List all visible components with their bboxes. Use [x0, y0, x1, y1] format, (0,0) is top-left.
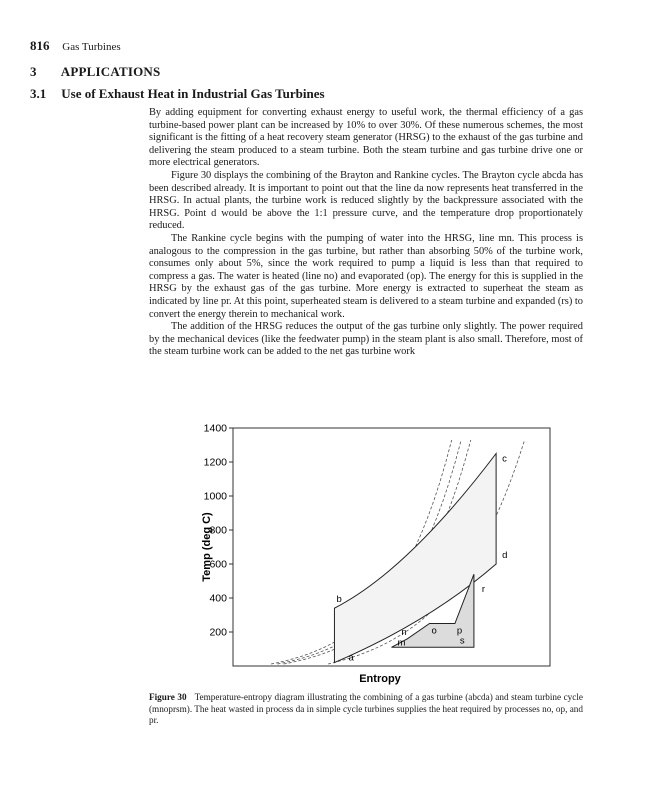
ts-diagram — [195, 418, 565, 693]
subsection-title: Use of Exhaust Heat in Industrial Gas Turbines — [61, 86, 325, 101]
paragraph: Figure 30 displays the combining of the Brayton and Rankine cycles. The Brayton cycle abcda has been described already. It is important to point out that the line da now represents heat transferred in the HRSG. In actual plants, the turbine work is reduced slightly by the backpressure associated with the HRSG. Point d would be above the 1:1 pressure curve, and the temperature drop proportionately reduced. — [149, 169, 583, 232]
point-label-n: n — [401, 626, 407, 638]
ts-diagram-svg — [195, 418, 565, 688]
subsection-number: 3.1 — [30, 86, 47, 101]
paragraph: By adding equipment for converting exhaust energy to useful work, the thermal efficiency of a gas turbine-based power plant can be increased by 10% to over 30%. Of these numerous schemes, the most significant is the fitting of a heat recovery steam generator (HRSG) to the exhaust of the gas turbine and delivering the steam produced to a steam turbine. Both the steam turbine and gas turbine drive one or more electrical generators. — [149, 107, 583, 169]
point-label-a: a — [348, 652, 354, 664]
cycle-areas — [334, 454, 496, 663]
y-tick-label: 800 — [209, 524, 227, 537]
point-label-r: r — [481, 584, 486, 596]
point-label-c: c — [502, 453, 507, 465]
running-head — [30, 38, 121, 54]
section-number: 3 — [30, 64, 37, 79]
caption-text: Temperature-entropy diagram illustrating the combining of a gas turbine (abcda) and steam turbine cycle (mnoprsm). The heat wasted in process da in simple cycle turbines supplies the heat required by processes no, op, and pr. — [149, 692, 583, 726]
paragraph: The addition of the HRSG reduces the output of the gas turbine only slightly. The power required by the mechanical devices (like the feedwater pump) in the steam plant is also small. Therefore, most of the steam turbine work can be added to the net gas turbine work — [149, 321, 583, 358]
page-number: 816 — [30, 38, 50, 53]
y-tick-label: 200 — [209, 626, 227, 639]
point-label-p: p — [456, 625, 463, 637]
figure-label: Figure 30 — [149, 692, 187, 702]
subsection-heading — [30, 86, 325, 102]
point-label-b: b — [336, 594, 342, 606]
y-tick-label: 400 — [209, 592, 227, 605]
point-label-m: m — [397, 637, 406, 649]
y-axis-label: Temp (deg C) — [201, 512, 213, 582]
paragraph: The Rankine cycle begins with the pumping of water into the HRSG, line mn. This process is analogous to the compression in the gas turbine, but rather than absorbing 50% of the turbine work, consumes only about 5%, since the work required to pump a liquid is less than that required to compress a gas. The water is heated (line no) and evaporated (op). The energy for this is supplied in the HRSG by the exhaust gas of the gas turbine. More energy is extracted to superheat the steam as indicated by line pr. At this point, superheated steam is delivered to a steam turbine and expanded (rs) to convert the energy therein to mechanical work. — [149, 232, 583, 320]
point-label-d: d — [502, 550, 508, 561]
section-title: APPLICATIONS — [60, 64, 161, 79]
y-tick-label: 1200 — [203, 456, 227, 469]
body-text — [149, 107, 583, 359]
figure-caption — [149, 692, 583, 727]
y-tick-label: 600 — [209, 558, 227, 571]
running-title: Gas Turbines — [62, 41, 121, 53]
point-label-s: s — [459, 635, 465, 647]
point-label-o: o — [431, 625, 437, 637]
y-tick-label: 1000 — [203, 490, 227, 503]
x-axis-label: Entropy — [359, 673, 401, 685]
y-tick-label: 1400 — [203, 422, 227, 435]
section-heading — [30, 64, 160, 80]
